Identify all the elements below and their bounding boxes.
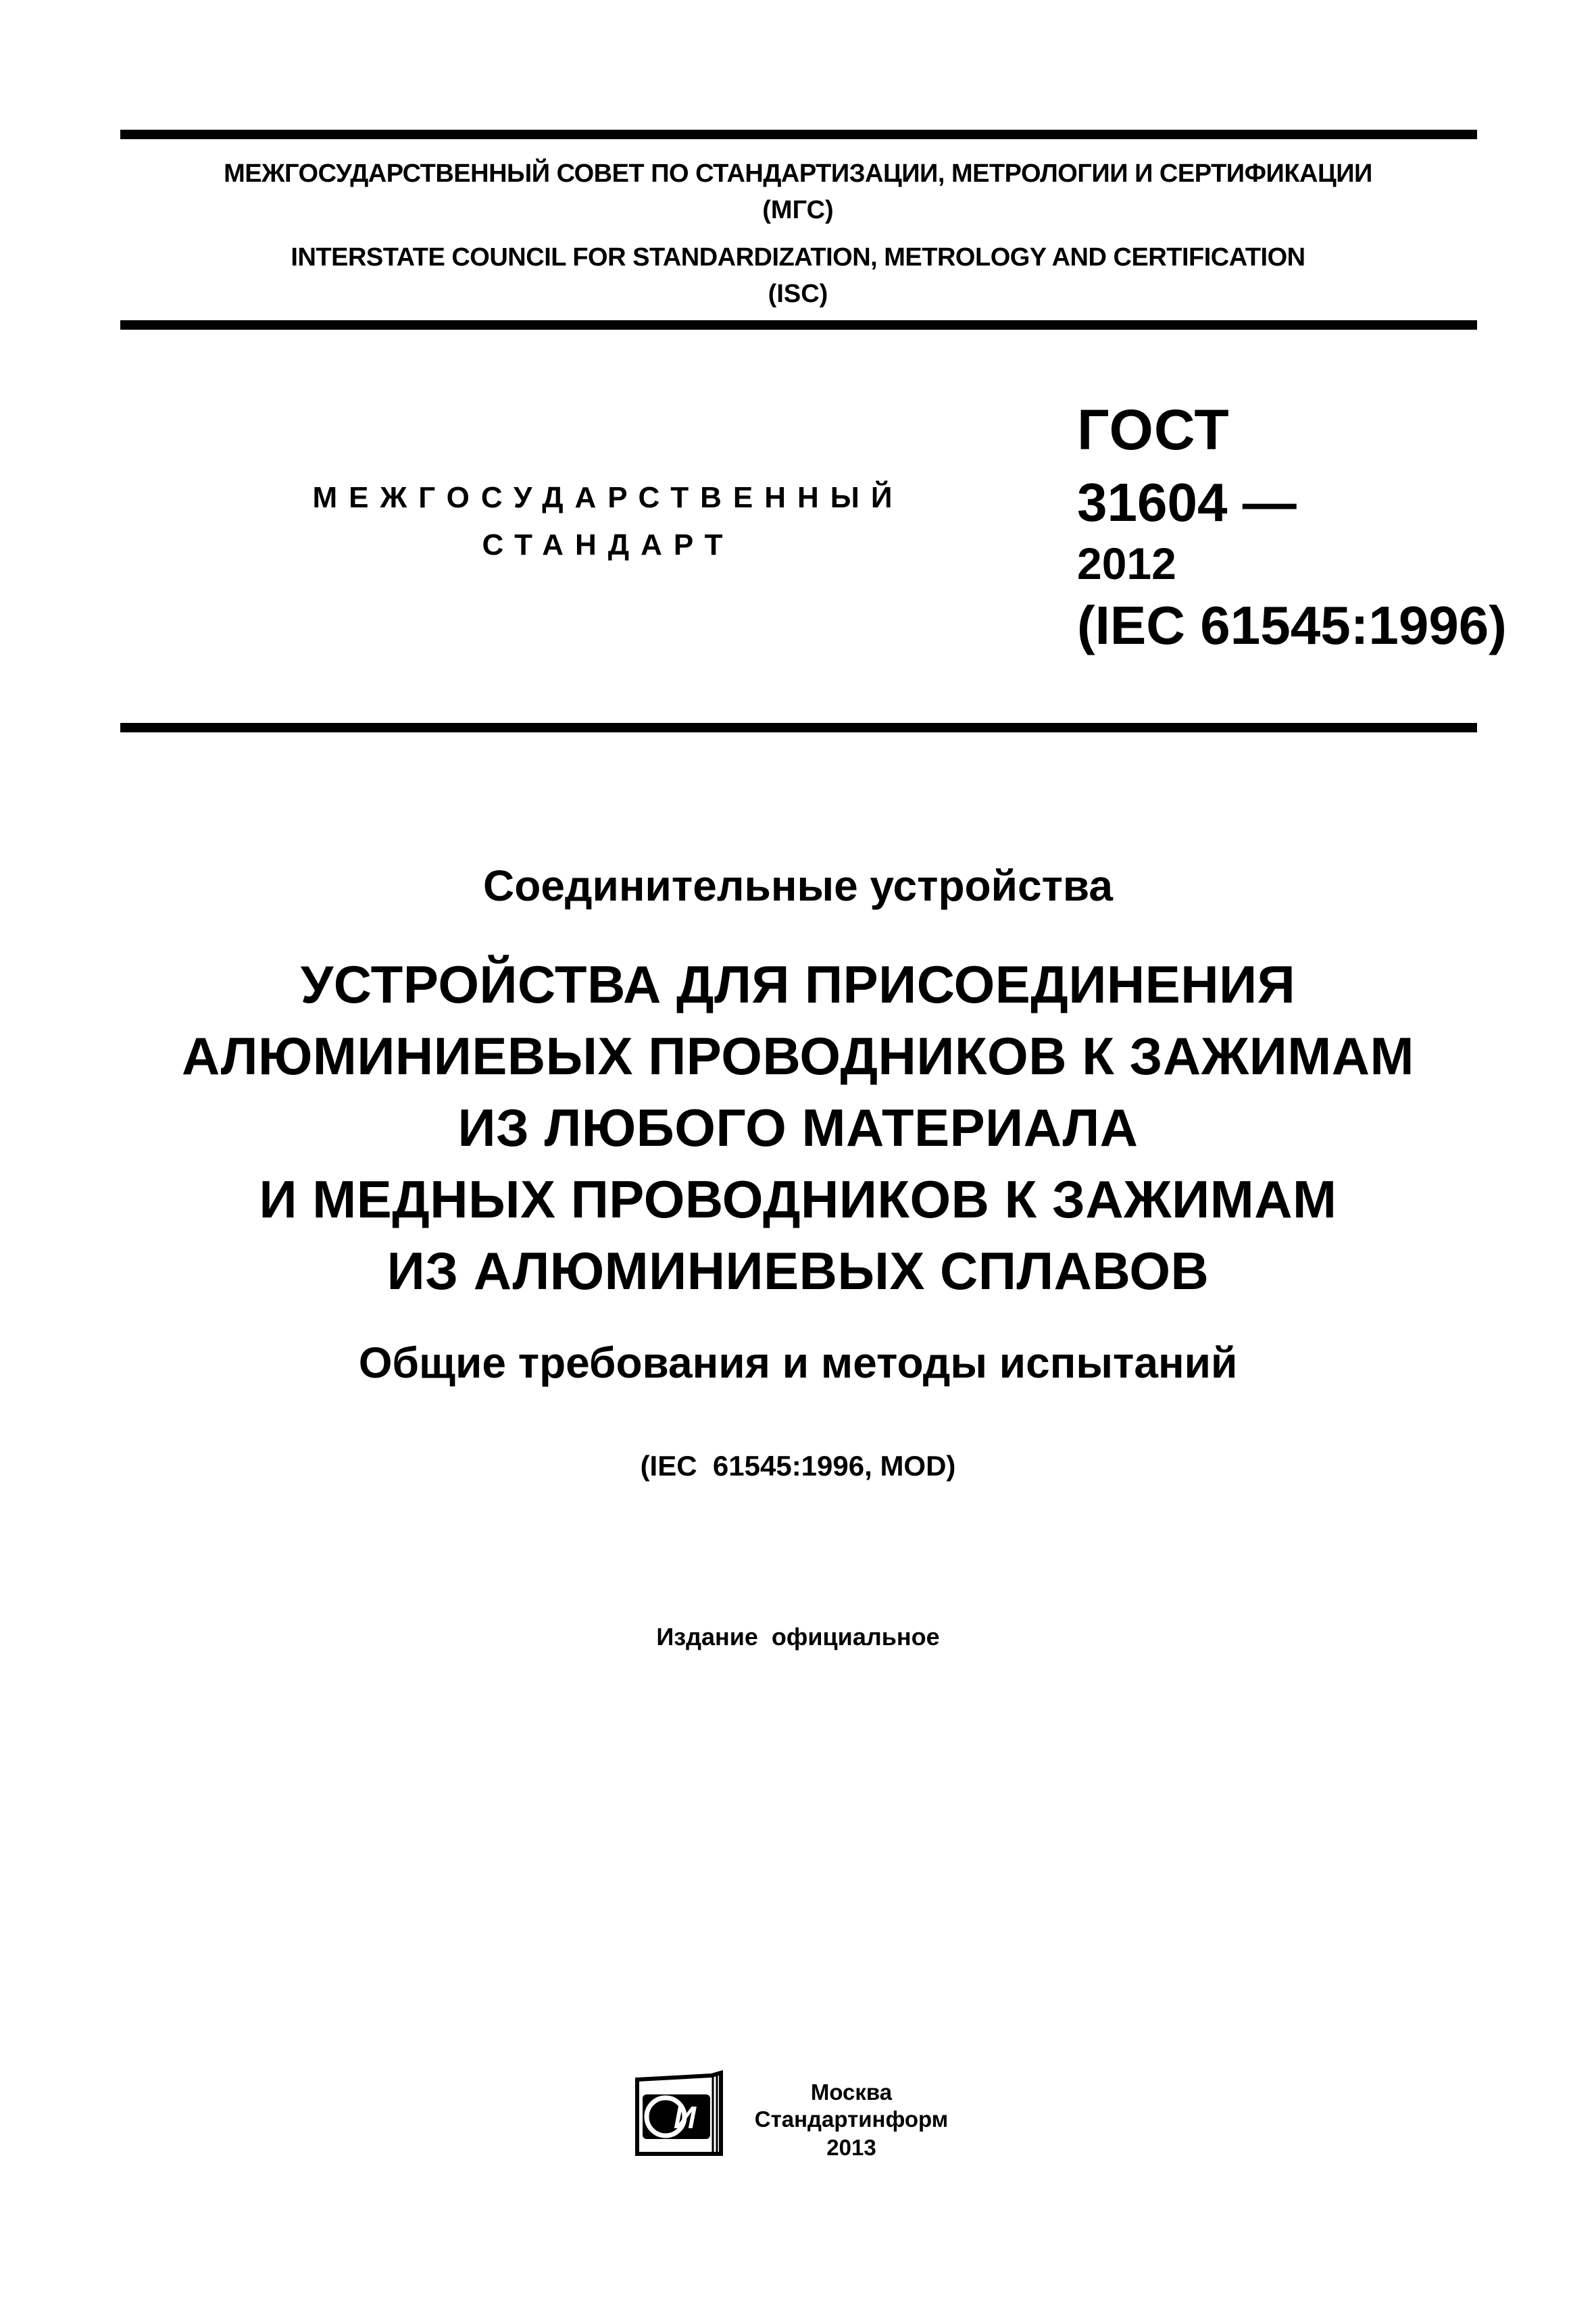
council-abbr-russian: (МГС) bbox=[762, 196, 834, 224]
gost-label: ГОСТ bbox=[1077, 398, 1230, 461]
main-title-line: ИЗ АЛЮМИНИЕВЫХ СПЛАВОВ bbox=[386, 1241, 1210, 1301]
gost-year: 2012 bbox=[1077, 538, 1176, 588]
council-abbr-english: (ISC) bbox=[768, 280, 828, 308]
standartinform-si-logo-icon bbox=[632, 2067, 726, 2162]
main-title-line: ИЗ ЛЮБОГО МАТЕРИАЛА bbox=[457, 1098, 1139, 1157]
top-rule bbox=[120, 130, 1477, 139]
edition-note: Издание официальное bbox=[656, 1623, 940, 1651]
main-title-line: И МЕДНЫХ ПРОВОДНИКОВ К ЗАЖИМАМ bbox=[259, 1169, 1337, 1229]
iec-reference: (IEC 61545:1996, MOD) bbox=[640, 1450, 956, 1482]
publisher-year: 2013 bbox=[826, 2135, 876, 2160]
standard-kind-line2: СТАНДАРТ bbox=[482, 528, 734, 561]
publisher-city: Москва bbox=[810, 2080, 893, 2105]
publisher-name: Стандартинформ bbox=[754, 2107, 949, 2132]
standard-kind-line1: МЕЖГОСУДАРСТВЕННЫЙ bbox=[312, 481, 904, 514]
document-subject: Соединительные устройства bbox=[483, 861, 1113, 910]
gost-iec-equivalent: (IEC 61545:1996) bbox=[1077, 595, 1507, 655]
main-title-line: АЛЮМИНИЕВЫХ ПРОВОДНИКОВ К ЗАЖИМАМ bbox=[181, 1026, 1415, 1086]
svg-text:И: И bbox=[674, 2100, 697, 2135]
designation-rule bbox=[120, 723, 1477, 732]
main-title-line: УСТРОЙСТВА ДЛЯ ПРИСОЕДИНЕНИЯ bbox=[300, 955, 1296, 1014]
document-subtitle: Общие требования и методы испытаний bbox=[358, 1338, 1238, 1387]
header-rule bbox=[120, 320, 1477, 330]
council-name-russian: МЕЖГОСУДАРСТВЕННЫЙ СОВЕТ ПО СТАНДАРТИЗАЦИИ, МЕТРОЛОГИИ И СЕРТИФИКАЦИИ bbox=[224, 159, 1372, 188]
gost-number: 31604 — bbox=[1077, 472, 1297, 532]
council-name-english: INTERSTATE COUNCIL FOR STANDARDIZATION, METROLOGY AND CERTIFICATION bbox=[291, 243, 1305, 272]
